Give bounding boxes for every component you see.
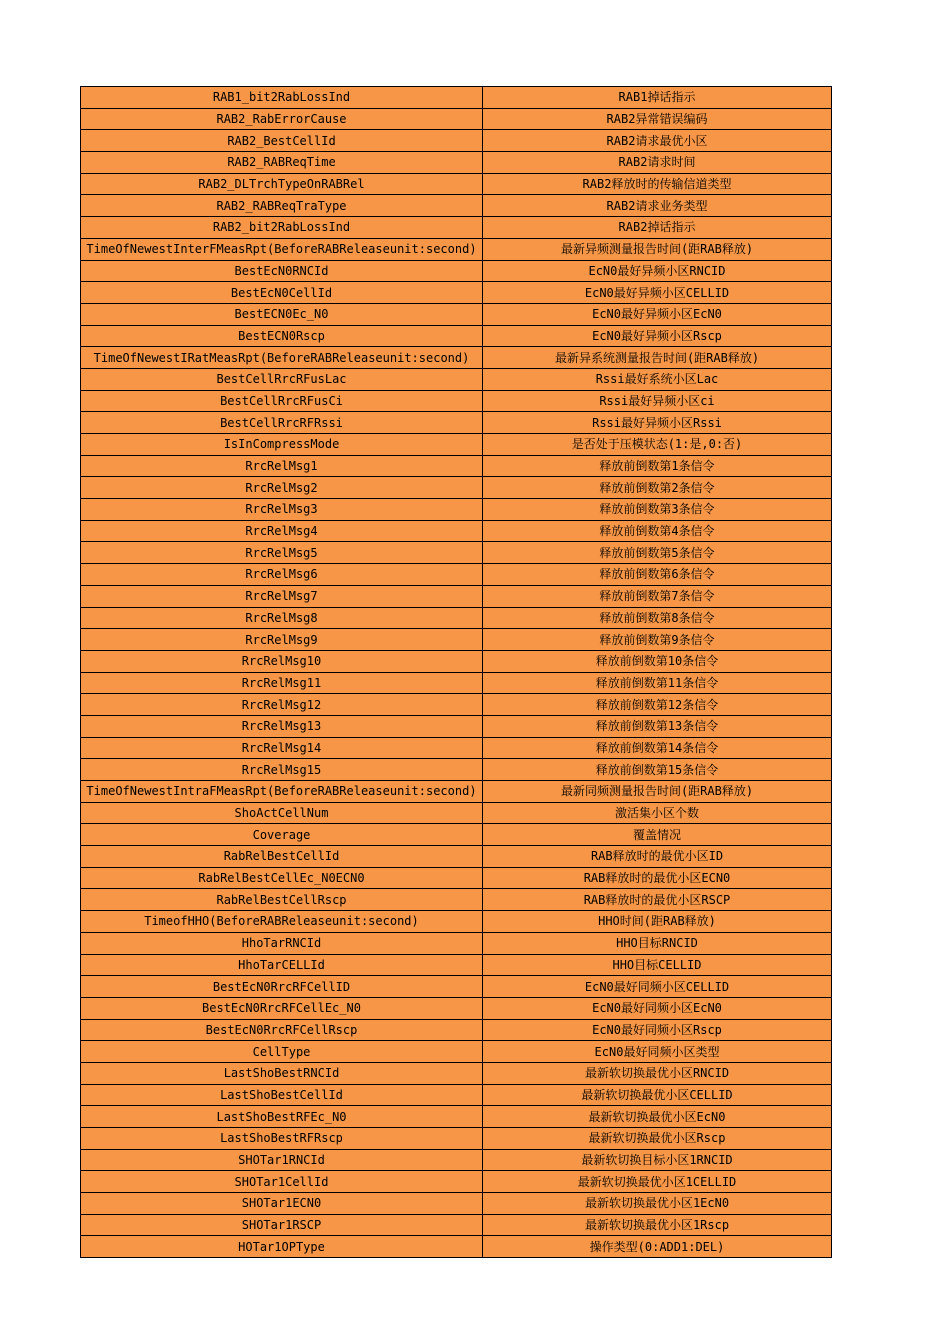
table-row (81, 629, 832, 651)
field-description-cell[interactable]: EcN0最好同频小区CELLID (483, 976, 832, 998)
field-name-cell[interactable]: RAB1_bit2RabLossInd (81, 87, 483, 109)
field-name-cell[interactable]: RAB2_BestCellId (81, 130, 483, 152)
field-name-cell[interactable]: RrcRelMsg2 (81, 477, 483, 499)
field-description-cell[interactable]: RAB2请求时间 (483, 152, 832, 174)
table-row (81, 1128, 832, 1150)
field-name-cell[interactable]: RrcRelMsg12 (81, 694, 483, 716)
field-name-cell[interactable]: SHOTar1RSCP (81, 1214, 483, 1236)
field-description-cell[interactable]: RAB1掉话指示 (483, 87, 832, 109)
table-row (81, 260, 832, 282)
field-description-cell[interactable]: 释放前倒数第14条信令 (483, 737, 832, 759)
field-description-cell[interactable]: 释放前倒数第5条信令 (483, 542, 832, 564)
table-row (81, 1019, 832, 1041)
field-description-cell[interactable]: 激活集小区个数 (483, 802, 832, 824)
field-name-cell[interactable]: RrcRelMsg9 (81, 629, 483, 651)
field-description-cell[interactable]: HHO目标CELLID (483, 954, 832, 976)
field-name-cell[interactable]: RrcRelMsg5 (81, 542, 483, 564)
field-name-cell[interactable]: RrcRelMsg1 (81, 455, 483, 477)
field-name-cell[interactable]: RrcRelMsg15 (81, 759, 483, 781)
table-body (81, 87, 832, 1258)
table-row (81, 1214, 832, 1236)
field-description-cell[interactable]: 最新软切换最优小区1EcN0 (483, 1193, 832, 1215)
field-description-cell[interactable]: 释放前倒数第2条信令 (483, 477, 832, 499)
table-row (81, 1041, 832, 1063)
field-name-cell[interactable]: ShoActCellNum (81, 802, 483, 824)
field-name-cell[interactable]: RrcRelMsg6 (81, 564, 483, 586)
field-name-cell[interactable]: RabRelBestCellRscp (81, 889, 483, 911)
table-row (81, 152, 832, 174)
table-row (81, 87, 832, 109)
field-description-cell[interactable]: 释放前倒数第1条信令 (483, 455, 832, 477)
field-name-cell[interactable]: RrcRelMsg8 (81, 607, 483, 629)
field-name-cell[interactable]: RAB2_RABReqTraType (81, 195, 483, 217)
field-description-cell[interactable]: 释放前倒数第11条信令 (483, 672, 832, 694)
field-description-cell[interactable]: 最新软切换最优小区EcN0 (483, 1106, 832, 1128)
field-name-cell[interactable]: HOTar1OPType (81, 1236, 483, 1258)
field-name-cell[interactable]: Coverage (81, 824, 483, 846)
table-row (81, 347, 832, 369)
field-description-cell[interactable]: 最新同频测量报告时间(距RAB释放) (483, 781, 832, 803)
field-description-cell[interactable]: RAB释放时的最优小区ID (483, 846, 832, 868)
table-row (81, 911, 832, 933)
field-description-cell[interactable]: 释放前倒数第15条信令 (483, 759, 832, 781)
field-name-cell[interactable]: BestEcN0RrcRFCellRscp (81, 1019, 483, 1041)
field-name-cell[interactable]: BestCellRrcRFusLac (81, 368, 483, 390)
table-row (81, 477, 832, 499)
field-name-cell[interactable]: SHOTar1CellId (81, 1171, 483, 1193)
field-description-cell[interactable]: RAB2请求业务类型 (483, 195, 832, 217)
field-description-cell[interactable]: 最新软切换最优小区1Rscp (483, 1214, 832, 1236)
field-description-cell[interactable]: EcN0最好同频小区Rscp (483, 1019, 832, 1041)
field-name-cell[interactable]: RabRelBestCellEc_N0ECN0 (81, 867, 483, 889)
field-name-cell[interactable]: BestECN0Rscp (81, 325, 483, 347)
field-name-cell[interactable]: BestEcN0RrcRFCellID (81, 976, 483, 998)
field-name-cell[interactable]: SHOTar1RNCId (81, 1149, 483, 1171)
field-name-cell[interactable]: CellType (81, 1041, 483, 1063)
field-description-cell[interactable]: 释放前倒数第7条信令 (483, 585, 832, 607)
field-description-cell[interactable]: RAB释放时的最优小区RSCP (483, 889, 832, 911)
field-name-cell[interactable]: RabRelBestCellId (81, 846, 483, 868)
table-row (81, 368, 832, 390)
field-name-cell[interactable]: LastShoBestRNCId (81, 1062, 483, 1084)
table-row (81, 867, 832, 889)
table-row (81, 520, 832, 542)
table-row (81, 1171, 832, 1193)
table-row (81, 542, 832, 564)
field-description-cell[interactable]: 操作类型(0:ADD1:DEL) (483, 1236, 832, 1258)
table-row (81, 1062, 832, 1084)
table-row (81, 217, 832, 239)
table-row (81, 1106, 832, 1128)
table-row (81, 585, 832, 607)
table-row (81, 932, 832, 954)
field-name-cell[interactable]: RrcRelMsg4 (81, 520, 483, 542)
table-row (81, 434, 832, 456)
field-description-cell[interactable]: 释放前倒数第9条信令 (483, 629, 832, 651)
table-row (81, 846, 832, 868)
field-name-cell[interactable]: BestEcN0RrcRFCellEc_N0 (81, 997, 483, 1019)
table-row (81, 889, 832, 911)
field-description-cell[interactable]: Rssi最好异频小区ci (483, 390, 832, 412)
table-row (81, 238, 832, 260)
field-description-cell[interactable]: RAB2掉话指示 (483, 217, 832, 239)
field-name-cell[interactable]: RAB2_bit2RabLossInd (81, 217, 483, 239)
field-name-cell[interactable]: RrcRelMsg10 (81, 650, 483, 672)
field-description-cell[interactable]: 释放前倒数第12条信令 (483, 694, 832, 716)
field-definition-table (80, 86, 832, 1258)
field-description-cell[interactable]: Rssi最好系统小区Lac (483, 368, 832, 390)
field-description-cell[interactable]: RAB2请求最优小区 (483, 130, 832, 152)
table-row (81, 607, 832, 629)
table-row (81, 650, 832, 672)
field-name-cell[interactable]: BestCellRrcRFusCi (81, 390, 483, 412)
field-name-cell[interactable]: RrcRelMsg7 (81, 585, 483, 607)
field-name-cell[interactable]: TimeofHHO(BeforeRABReleaseunit:second) (81, 911, 483, 933)
field-name-cell[interactable]: LastShoBestCellId (81, 1084, 483, 1106)
field-name-cell[interactable]: BestECN0Ec_N0 (81, 303, 483, 325)
table-row (81, 564, 832, 586)
field-description-cell[interactable]: 覆盖情况 (483, 824, 832, 846)
field-name-cell[interactable]: HhoTarCELLId (81, 954, 483, 976)
field-description-cell[interactable]: EcN0最好同频小区EcN0 (483, 997, 832, 1019)
field-name-cell[interactable]: BestEcN0RNCId (81, 260, 483, 282)
table-row (81, 173, 832, 195)
field-description-cell[interactable]: 最新软切换最优小区Rscp (483, 1128, 832, 1150)
field-description-cell[interactable]: EcN0最好异频小区CELLID (483, 282, 832, 304)
table-row (81, 412, 832, 434)
table-row (81, 108, 832, 130)
field-description-cell[interactable]: RAB2异常错误编码 (483, 108, 832, 130)
table-row (81, 737, 832, 759)
field-description-cell[interactable]: 最新软切换最优小区RNCID (483, 1062, 832, 1084)
field-name-cell[interactable]: RrcRelMsg11 (81, 672, 483, 694)
table-row (81, 976, 832, 998)
field-name-cell[interactable]: RrcRelMsg14 (81, 737, 483, 759)
field-name-cell[interactable]: SHOTar1ECN0 (81, 1193, 483, 1215)
table-row (81, 781, 832, 803)
field-description-cell[interactable]: EcN0最好同频小区类型 (483, 1041, 832, 1063)
table-row (81, 672, 832, 694)
table-row (81, 303, 832, 325)
field-description-cell[interactable]: Rssi最好异频小区Rssi (483, 412, 832, 434)
field-description-cell[interactable]: 最新异频测量报告时间(距RAB释放) (483, 238, 832, 260)
field-name-cell[interactable]: IsInCompressMode (81, 434, 483, 456)
field-name-cell[interactable]: TimeOfNewestInterFMeasRpt(BeforeRABReleaseunit:second) (81, 238, 483, 260)
field-description-cell[interactable]: EcN0最好异频小区RNCID (483, 260, 832, 282)
field-name-cell[interactable]: RAB2_DLTrchTypeOnRABRel (81, 173, 483, 195)
field-description-cell[interactable]: 释放前倒数第13条信令 (483, 715, 832, 737)
field-name-cell[interactable]: RAB2_RabErrorCause (81, 108, 483, 130)
field-name-cell[interactable]: RrcRelMsg3 (81, 499, 483, 521)
table-row (81, 499, 832, 521)
table-row (81, 1193, 832, 1215)
field-name-cell[interactable]: BestCellRrcRFRssi (81, 412, 483, 434)
field-description-cell[interactable]: HHO时间(距RAB释放) (483, 911, 832, 933)
field-description-cell[interactable]: 最新异系统测量报告时间(距RAB释放) (483, 347, 832, 369)
field-description-cell[interactable]: 释放前倒数第6条信令 (483, 564, 832, 586)
field-name-cell[interactable]: TimeOfNewestIntraFMeasRpt(BeforeRABReleaseunit:second) (81, 781, 483, 803)
field-name-cell[interactable]: TimeOfNewestIRatMeasRpt(BeforeRABReleaseunit:second) (81, 347, 483, 369)
table-row (81, 694, 832, 716)
field-description-cell[interactable]: 释放前倒数第8条信令 (483, 607, 832, 629)
table-row (81, 130, 832, 152)
field-description-cell[interactable]: 释放前倒数第3条信令 (483, 499, 832, 521)
field-description-cell[interactable]: 释放前倒数第10条信令 (483, 650, 832, 672)
table-row (81, 282, 832, 304)
field-description-cell[interactable]: HHO目标RNCID (483, 932, 832, 954)
table-row (81, 997, 832, 1019)
field-description-cell[interactable]: 释放前倒数第4条信令 (483, 520, 832, 542)
field-description-cell[interactable]: EcN0最好异频小区Rscp (483, 325, 832, 347)
table-row (81, 455, 832, 477)
field-description-cell[interactable]: 最新软切换最优小区1CELLID (483, 1171, 832, 1193)
table-row (81, 195, 832, 217)
table-row (81, 759, 832, 781)
field-name-cell[interactable]: LastShoBestRFEc_N0 (81, 1106, 483, 1128)
field-name-cell[interactable]: BestEcN0CellId (81, 282, 483, 304)
table-row (81, 325, 832, 347)
table-row (81, 390, 832, 412)
table-row (81, 824, 832, 846)
table-row (81, 715, 832, 737)
field-description-cell[interactable]: RAB释放时的最优小区ECN0 (483, 867, 832, 889)
field-description-cell[interactable]: 最新软切换目标小区1RNCID (483, 1149, 832, 1171)
field-description-cell[interactable]: 是否处于压模状态(1:是,0:否) (483, 434, 832, 456)
field-name-cell[interactable]: RAB2_RABReqTime (81, 152, 483, 174)
table-row (81, 802, 832, 824)
field-name-cell[interactable]: RrcRelMsg13 (81, 715, 483, 737)
field-description-cell[interactable]: RAB2释放时的传输信道类型 (483, 173, 832, 195)
field-description-cell[interactable]: EcN0最好异频小区EcN0 (483, 303, 832, 325)
table-row (81, 1084, 832, 1106)
table-row (81, 1236, 832, 1258)
field-name-cell[interactable]: LastShoBestRFRscp (81, 1128, 483, 1150)
field-description-cell[interactable]: 最新软切换最优小区CELLID (483, 1084, 832, 1106)
table-row (81, 954, 832, 976)
field-name-cell[interactable]: HhoTarRNCId (81, 932, 483, 954)
table-row (81, 1149, 832, 1171)
